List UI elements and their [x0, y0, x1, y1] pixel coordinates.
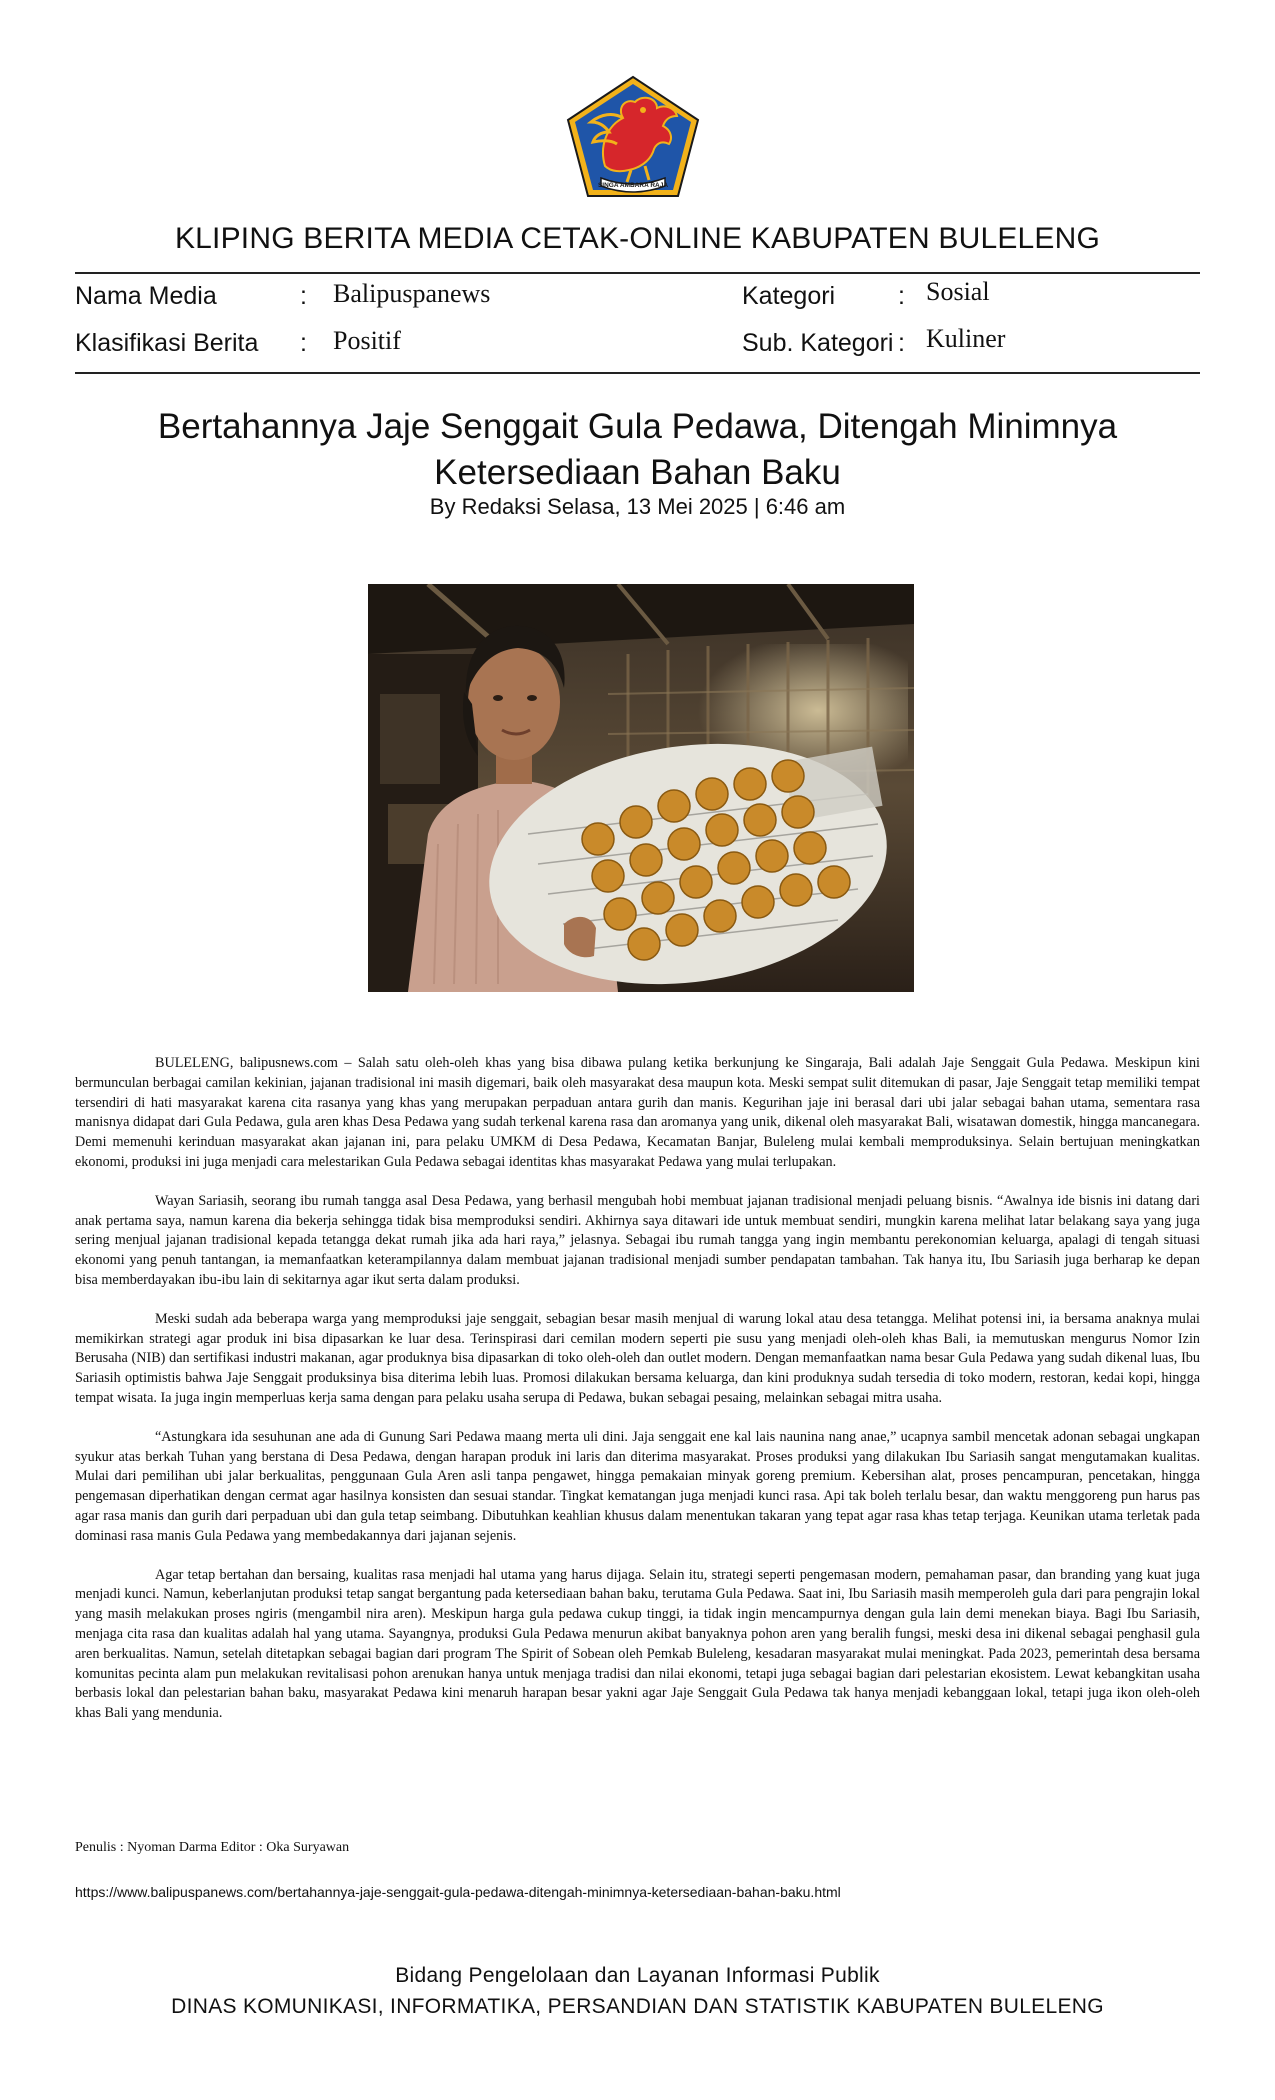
subcategory-colon: : — [898, 329, 905, 357]
article-body — [75, 1054, 1200, 1743]
masthead-title: KLIPING BERITA MEDIA CETAK-ONLINE KABUPATEN BULELENG — [174, 222, 1101, 255]
footer-department: Bidang Pengelolaan dan Layanan Informasi Publik — [395, 1964, 880, 1987]
subcategory-label: Sub. Kategori — [742, 329, 894, 357]
category-value: Sosial — [926, 277, 990, 306]
media-value: Balipuspanews — [333, 279, 491, 308]
article-headline — [120, 404, 1155, 496]
classification-value: Positif — [333, 326, 401, 355]
category-label: Kategori — [742, 282, 836, 310]
article-paragraph: Wayan Sariasih, seorang ibu rumah tangga asal Desa Pedawa, yang berhasil mengubah hobi membuat jajanan tradisional menjadi peluang bisnis. “Awalnya ide bisnis ini datang dari anak pertama saya, namun karena dia bekerja sehingga tidak bisa memproduksi sendiri. Akhirnya saya ditawari ide untuk membuat sendiri, mungkin karena melihat latar belakang saya yang juga sering menjual jajanan tradisional kepada tetangga dekat rumah jika ada hari raya,” jelasnya. Sebagai ibu rumah tangga yang ingin membantu perekonomian keluarga, apalagi di tengah situasi ekonomi yang penuh tantangan, ia memanfaatkan keterampilannya dalam membuat jajanan tradisional menjadi sumber pendapatan tambahan. Tak hanya itu, Ibu Sariasih juga berharap ke depan bisa memberdayakan ibu-ibu lain di sekitarnya agar ikut serta dalam produksi. — [75, 1192, 1200, 1288]
media-colon: : — [300, 282, 307, 310]
regency-logo — [565, 74, 701, 200]
headline-line-2: Ketersediaan Bahan Baku — [434, 453, 841, 492]
classification-label: Klasifikasi Berita — [75, 329, 259, 357]
classification-colon: : — [300, 329, 307, 357]
subcategory-value: Kuliner — [926, 324, 1006, 353]
logo-banner-text: SINGA AMBARA RAJA — [597, 182, 669, 189]
article-paragraph: Meski sudah ada beberapa warga yang memproduksi jaje senggait, sebagian besar masih menjual di warung lokal atau desa tetangga. Melihat potensi ini, ia bersama anaknya mulai memikirkan strategi agar produk ini bisa dipasarkan ke luar desa. Terinspirasi dari cemilan modern seperti pie susu yang menjadi oleh-oleh khas Bali, ia memutuskan mengurus Nomor Izin Berusaha (NIB) dan sertifikasi industri makanan, agar produknya bisa dipasarkan di toko oleh-oleh dan outlet modern. Dengan memanfaatkan nama besar Gula Pedawa yang sudah dikenal luas, Ibu Sariasih optimistis bahwa Jaje Senggait produksinya bisa diterima lebih luas. Promosi dilakukan bersama keluarga, dan kini produknya sudah tersedia di toko modern, restoran, kedai kopi, hingga tempat wisata. Ia juga ingin memperluas kerja sama dengan para pelaku usaha serupa di Pedawa, bukan sebagai pesaing, melainkan sebagai mitra usaha. — [75, 1310, 1200, 1406]
article-paragraph: “Astungkara ida sesuhunan ane ada di Gunung Sari Pedawa maang merta uli dini. Jaja senggait ene kal lais naunina nang anae,” ucapnya sambil mencetak adonan sebagai ungkapan syukur atas berkah Tuhan yang berstana di Desa Pedawa, dengan harapan produk ini laris dan diterima masyarakat. Proses produksi yang dilakukan Ibu Sariasih sangat mengutamakan kualitas. Mulai dari pemilihan ubi jalar berkualitas, penggunaan Gula Aren asli tanpa pengawet, hingga pemakaian minyak goreng premium. Kebersihan alat, proses pencampuran, pencetakan, hingga pengemasan diperhatikan dengan cermat agar hasilnya konsisten dan sesuai standar. Tingkat kematangan juga menjadi kunci rasa. Api tak boleh terlalu besar, dan waktu menggoreng pun harus pas agar rasa manis dan gurih dari perpaduan ubi dan gula tetap seimbang. Dibutuhkan keahlian khusus dalam menentukan takaran yang tepat agar rasa khas tetap terjaga. Keunikan utama terletak pada dominasi rasa manis Gula Pedawa yang membedakannya dari jajanan sejenis. — [75, 1428, 1200, 1544]
top-divider — [75, 272, 1200, 274]
category-colon: : — [898, 282, 905, 310]
article-credits: Penulis : Nyoman Darma Editor : Oka Suryawan — [75, 1840, 350, 1855]
headline-line-1: Bertahannya Jaje Senggait Gula Pedawa, Ditengah Minimnya — [157, 407, 1118, 446]
article-paragraph: Agar tetap bertahan dan bersaing, kualitas rasa menjadi hal utama yang harus dijaga. Selain itu, strategi seperti pengemasan modern, pemahaman pasar, dan branding yang kuat juga menjadi kunci. Namun, keberlanjutan produksi tetap sangat bergantung pada ketersediaan bahan baku, terutama Gula Pedawa. Saat ini, Ibu Sariasih masih memperoleh gula dari para pengrajin lokal yang masih melakukan proses ngiris (mengambil nira aren). Meskipun harga gula pedawa cukup tinggi, ia tidak ingin mencampurnya dengan gula lain demi menekan biaya. Bagi Ibu Sariasih, menjaga cita rasa dan kualitas adalah hal yang utama. Sayangnya, produksi Gula Pedawa menurun akibat banyaknya pohon aren yang beralih fungsi, meski desa ini dikenal sebagai penghasil gula aren berkualitas. Namun, setelah ditetapkan sebagai bagian dari program The Spirit of Sobean oleh Pemkab Buleleng, kesadaran masyarakat mulai meningkat. Pada 2023, pemerintah desa bersama komunitas pecinta alam pun melakukan revitalisasi pohon arenukan hanya untuk menjaga tradisi dan nilai ekonomi, tetapi juga sebagai bagian dari pelestarian ekosistem. Lewat kebangkitan usaha berbasis lokal dan pelestarian bahan baku, masyarakat Pedawa kini menaruh harapan besar yakni agar Jaje Senggait Gula Pedawa tak hanya menjadi kebanggaan lokal, tetapi juga ikon oleh-oleh khas Bali yang mendunia. — [75, 1566, 1200, 1722]
media-label: Nama Media — [75, 282, 217, 310]
article-photo — [368, 584, 914, 992]
bottom-divider — [75, 372, 1200, 374]
article-paragraph: BULELENG, balipusnews.com – Salah satu oleh-oleh khas yang bisa dibawa pulang ketika berkunjung ke Singaraja, Bali adalah Jaje Senggait Gula Pedawa. Meskipun kini bermunculan berbagai camilan kekinian, jajanan tradisional ini masih digemari, baik oleh masyarakat desa maupun kota. Meski sempat sulit ditemukan di pasar, Jaje Senggait tetap memiliki tempat tersendiri di hati masyarakat karena cita rasanya yang khas yang merupakan perpaduan antara gurih dan manis. Kegurihan jaje ini berasal dari ubi jalar sebagai bahan utama, sementara rasa manisnya didapat dari Gula Pedawa, gula aren khas Desa Pedawa yang sudah terkenal karena rasa dan aromanya yang unik, dikenal oleh masyarakat Bali, wisatawan domestik, hingga mancanegara. Demi memenuhi kerinduan masyarakat akan jajanan ini, para pelaku UMKM di Desa Pedawa, Kecamatan Banjar, Buleleng mulai kembali memproduksinya. Selain bertujuan meningkatkan ekonomi, produksi ini juga menjadi cara melestarikan Gula Pedawa sebagai identitas khas masyarakat Pedawa yang mulai terlupakan. — [75, 1055, 1200, 1170]
woman-holding-tray-of-jaje-senggait-icon — [368, 584, 914, 992]
singa-ambara-raja-emblem-icon — [565, 74, 701, 200]
source-url: https://www.balipuspanews.com/bertahannya-jaje-senggait-gula-pedawa-ditengah-minimnya-ketersediaan-bahan-baku.html — [75, 1884, 841, 1900]
footer-office: DINAS KOMUNIKASI, INFORMATIKA, PERSANDIAN DAN STATISTIK KABUPATEN BULELENG — [171, 1995, 1104, 2018]
article-byline: By Redaksi Selasa, 13 Mei 2025 | 6:46 am — [429, 494, 846, 519]
